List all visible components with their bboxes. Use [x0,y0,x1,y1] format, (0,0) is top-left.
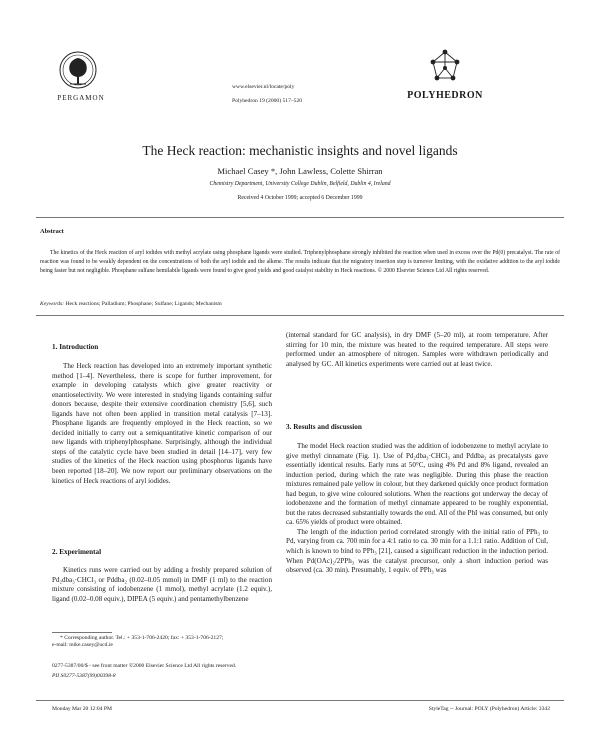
experimental-text-continued [286,331,548,369]
paragraph: Kinetics runs were carried out by adding a freshly prepared solution of Pd₂dba₃·CHCl₃ or Pddba₂ (0.02–0.05 mmol) in DMF (1 ml) to the reaction mixture consisting of iodobenzene (1 mmol), methyl acrylate (1.2 equiv.), ligand (0.02–0.08 equiv.), DIPEA (5 equiv.) and pentamethylbenzene [52,566,272,603]
copyright-line: 0277-5387/00/$ - see front matter ©2000 Elsevier Science Ltd All rights reserved. [52,663,237,669]
pergamon-tree-icon [56,50,100,90]
abstract-heading: Abstract [40,228,64,235]
keywords-label: Keywords: [40,301,65,307]
polyhedron-molecule-icon [425,48,465,84]
footer-timestamp: Monday Mar 20 12:04 PM [52,706,112,712]
paragraph: The Heck reaction has developed into an extremely important synthetic method [1–4]. Nevertheless, there is scope for further improvement, for example in developing catalysts which give greater reactivity or enantioselectivity. We were interested in studying ligands containing sulfur donors because, despite their extensive coordination chemistry [5,6], such ligands have not often been applied in transition metal catalysis [7–13]. Phosphane ligands are frequently employed in the Heck reaction, so we decided initially to carry out a semiquantitative kinetic comparison of our new ligands with triphenylphosphane. Surprisingly, although the individual steps of the catalytic cycle have been studied in detail [14–17], very few studies of the kinetics of the Heck reaction using phosphorus ligands have been reported [18–20]. We now report our preliminary observations on the kinetics of Heck reactions of aryl iodides. [52,362,272,485]
affiliation: Chemistry Department, University College Dublin, Belfield, Dublin 4, Ireland [209,181,391,187]
abstract-text: The kinetics of the Heck reaction of aryl iodides with methyl acrylate using phosphane ligands were studied. Triphenylphosphane strongly inhibited the reaction when used in excess over the Pd(0) precatalyst. The rate of reaction was found to be weakly dependent on the concentrations of both the aryl iodide and the alkene. The results indicate that the migratory insertion step is turnover limiting, with the oxidative addition to the aryl iodide being faster but not negligible. Phosphane sulfane hemilabile ligands were found to give good yields and good catalyst stability in Heck reactions. © 2000 Elsevier Science Ltd All rights reserved. [40,250,560,274]
paragraph: (internal standard for GC analysis), in dry DMF (5–20 ml), at room temperature. After stirring for 10 min, the mixture was heated to the required temperature. All steps were performed under an atmosphere of nitrogen. Samples were withdrawn periodically and analysed by GC. All kinetics experiments were carried out at least twice. [286,331,548,368]
footnote [52,635,282,649]
received-dates: Received 4 October 1999; accepted 6 December 1999 [237,195,363,201]
article-title: The Heck reaction: mechanistic insights and novel ligands [142,143,458,158]
footnote-corresponding-author: * Corresponding author. Tel.: + 353-1-706-2420; fax: + 353-1-706-2127; [60,635,224,641]
footnote-email: e-mail: mike.casey@ucd.ie [52,642,113,648]
authors: Michael Casey *, John Lawless, Colette Shirran [217,166,383,176]
divider [36,217,564,218]
footer-styletag: StyleTag -- Journal: POLY (Polyhedron) Article: 3342 [428,706,550,712]
section-heading-introduction: 1. Introduction [52,343,99,351]
results-text [286,442,548,576]
experimental-text [52,566,272,604]
paragraph: The model Heck reaction studied was the addition of iodobenzene to methyl acrylate to give methyl cinnamate (Fig. 1). Use of Pd₂dba₃·CHCl₃ and Pddba₂ as precatalysts gave essentially identical results. Early runs at 50°C, using 4% Pd and 8% ligand, revealed an induction period, during which the rate was negligible. During this phase the reaction mixtures remained pale yellow in colour, but they darkened quickly once product formation had begun, to give wine coloured solutions. When the reactions got underway the decay of iodobenzene and the formation of methyl cinnamate appeared to be roughly exponential, but the rates decreased substantially towards the end. All of the PhI was consumed, but only ca. 65% yields of product were obtained. [286,442,548,527]
footnote-rule [52,632,112,633]
keywords [40,301,560,307]
journal-logo [405,46,485,106]
section-heading-results: 3. Results and discussion [286,423,362,431]
publisher-logo [48,48,108,108]
section-heading-experimental: 2. Experimental [52,548,102,556]
pii-line: PII S0277-5387(99)00398-8 [52,673,116,679]
citation: Polyhedron 19 (2000) 517–520 [232,98,303,104]
divider [36,315,564,316]
keywords-list: Heck reactions; Palladium; Phosphane; Sulfane; Ligands; Mechanism [65,301,222,307]
paragraph: The length of the induction period correlated strongly with the initial ratio of PPh₃ to Pd, varying from ca. 700 min for a 4:1 ratio to ca. 30 min for a 1.1:1 ratio. Addition of CuI, which is known to bind to PPh₃ [21], caused a significant reduction in the induction period. When Pd(OAc)₂/2PPh₃ was the catalyst precursor, only a short induction period was observed (ca. 30 min). Presumably, 1 equiv. of PPh₃ was [286,527,548,575]
introduction-text [52,362,272,486]
publisher-logo-text: PERGAMON [57,94,105,102]
journal-url[interactable]: www.elsevier.nl/locate/poly [232,84,295,90]
journal-logo-text: POLYHEDRON [407,90,483,101]
footer-rule [36,700,564,701]
